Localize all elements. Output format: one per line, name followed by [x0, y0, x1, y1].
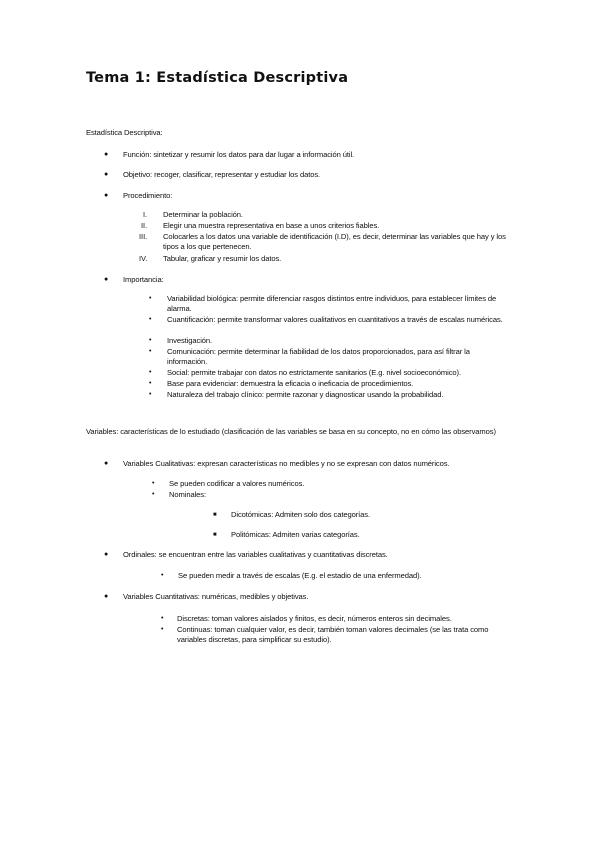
sub-item: Continuas: toman cualquier valor, es decir, también toman valores decimales (se las trata como variables discretas, para simplificar su estudio).	[177, 625, 489, 644]
roman-numeral: IV.	[139, 254, 148, 263]
importance-item: Variabilidad biológica: permite diferenciar rasgos distintos entre individuos, para establecer límites de alarma.	[167, 294, 497, 313]
importance-item: Naturaleza del trabajo clínico: permite razonar y diagnosticar usando la probabilidad.	[167, 390, 444, 399]
importance-item: Social: permite trabajar con datos no estrictamente sanitarios (E.g. nivel socioeconómico).	[167, 368, 461, 377]
importance-item: Base para evidenciar: demuestra la eficacia o ineficacia de procedimientos.	[167, 379, 414, 388]
importance-item: Cuantificación: permite transformar valores cualitativos en cuantitativos a través de escalas numéricas.	[167, 315, 503, 324]
list-item: Objetivo: recoger, clasificar, representar y estudiar los datos.	[123, 170, 321, 179]
sub-item: Nominales:	[169, 490, 206, 499]
sub-item: Se pueden codificar a valores numéricos.	[169, 479, 305, 488]
bullet-icon: •	[161, 626, 164, 633]
list-item: Ordinales: se encuentran entre las variables cualitativas y cuantitativas discretas.	[123, 550, 388, 559]
sub-item: Se pueden medir a través de escalas (E.g. el estadio de una enfermedad).	[178, 571, 422, 580]
bullet-icon: •	[161, 572, 164, 579]
bullet-icon: •	[149, 295, 152, 302]
bullet-icon: ●	[104, 276, 109, 283]
roman-numeral: III.	[139, 232, 148, 241]
procedure-step: Tabular, graficar y resumir los datos.	[163, 254, 282, 263]
bullet-icon: •	[149, 337, 152, 344]
list-item: Variables Cuantitativas: numéricas, medibles y objetivas.	[123, 592, 309, 601]
bullet-icon: ●	[104, 192, 109, 199]
importance-item: Investigación.	[167, 336, 213, 345]
bullet-icon: •	[152, 480, 155, 487]
bullet-icon: •	[161, 615, 164, 622]
procedure-step: Elegir una muestra representativa en base a unos criterios fiables.	[163, 221, 380, 230]
bullet-icon: •	[149, 369, 152, 376]
roman-numeral: I.	[143, 210, 148, 219]
list-item: Función: sintetizar y resumir los datos para dar lugar a información útil.	[123, 150, 355, 159]
square-bullet-icon: ■	[213, 512, 217, 518]
bullet-icon: ●	[104, 171, 109, 178]
bullet-icon: ●	[104, 593, 109, 600]
list-item: Importancia:	[123, 275, 164, 284]
bullet-icon: •	[149, 380, 152, 387]
bullet-icon: •	[149, 348, 152, 355]
bullet-icon: •	[149, 316, 152, 323]
list-item: Variables Cualitativas: expresan características no medibles y no se expresan con datos numéricos.	[123, 459, 450, 468]
procedure-step: Colocarles a los datos una variable de identificación (I.D), es decir, determinar las variables que hay y los tipos a los que pertenecen.	[163, 232, 506, 251]
sub-sub-item: Politómicas: Admiten varias categorías.	[231, 530, 360, 539]
page-title: Tema 1: Estadística Descriptiva	[86, 70, 349, 86]
sub-item: Discretas: toman valores aislados y finitos, es decir, números enteros sin decimales.	[177, 614, 452, 623]
bullet-icon: ●	[104, 551, 109, 558]
procedure-step: Determinar la población.	[163, 210, 243, 219]
bullet-icon: •	[152, 491, 155, 498]
section-heading: Estadística Descriptiva:	[86, 128, 163, 137]
variables-intro: Variables: características de lo estudiado (clasificación de las variables se basa en su concepto, no en cómo las observamos)	[86, 427, 496, 436]
bullet-icon: ●	[104, 151, 109, 158]
bullet-icon: ●	[104, 460, 109, 467]
importance-item: Comunicación: permite determinar la fiabilidad de los datos proporcionados, para así filtrar la información.	[167, 347, 470, 366]
bullet-icon: •	[149, 391, 152, 398]
list-item: Procedimiento:	[123, 191, 173, 200]
roman-numeral: II.	[141, 221, 148, 230]
square-bullet-icon: ■	[213, 532, 217, 538]
sub-sub-item: Dicotómicas: Admiten solo dos categorías.	[231, 510, 370, 519]
